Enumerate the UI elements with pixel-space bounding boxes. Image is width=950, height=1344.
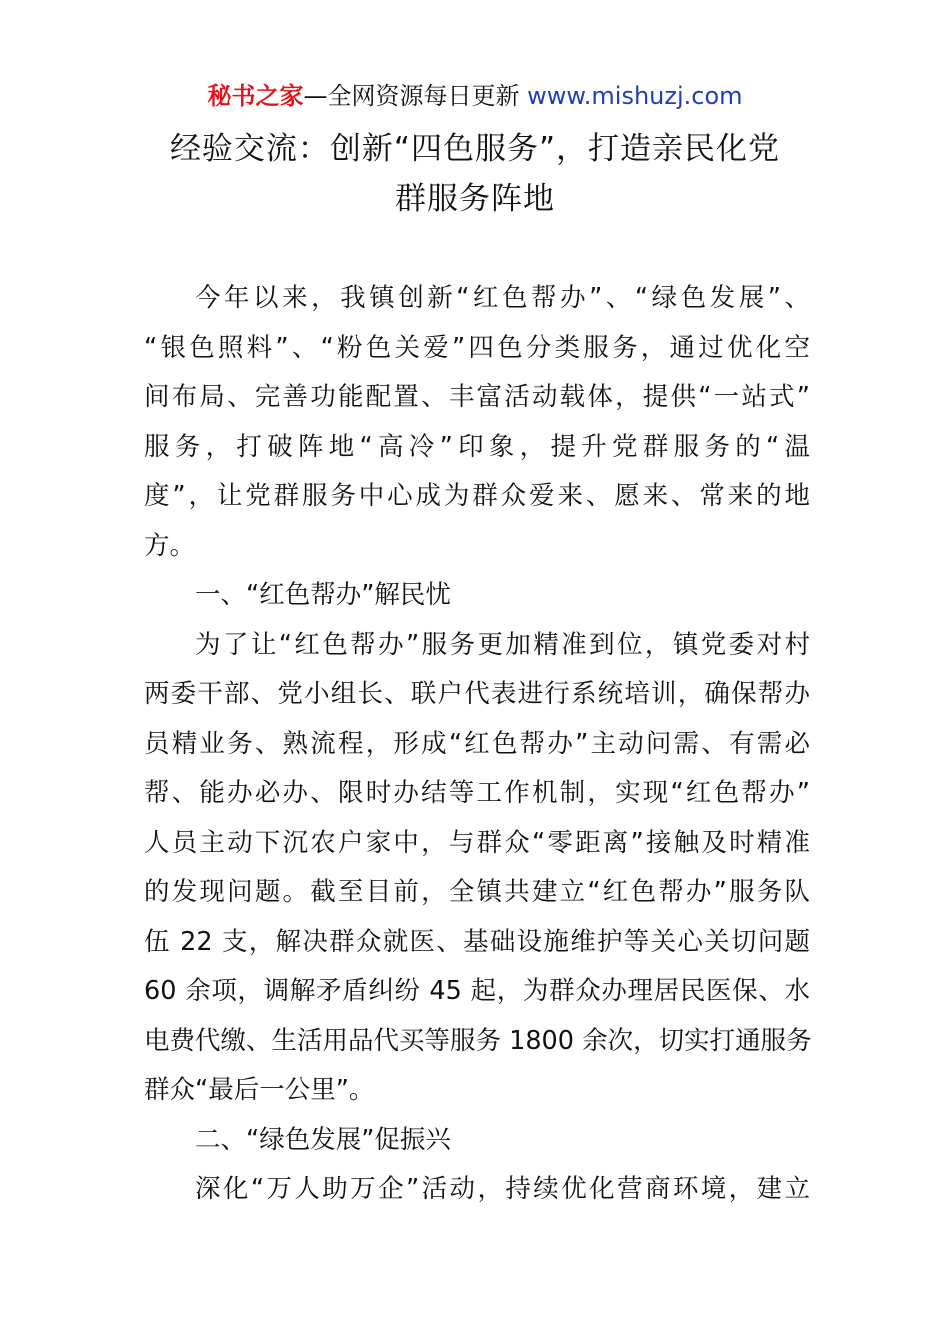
document-body bbox=[144, 274, 810, 1215]
section-1-line: 为了让“红色帮办”服务更加精准到位，镇党委对村 bbox=[195, 629, 810, 660]
title-line-1: 经验交流：创新“四色服务”，打造亲民化党 bbox=[169, 131, 781, 167]
site-tagline: —全网资源每日更新 bbox=[303, 82, 528, 110]
site-url-link[interactable]: www.mishuzj.com bbox=[527, 82, 743, 110]
section-1-line: 电费代缴、生活用品代买等服务 1800 余次，切实打通服务 bbox=[144, 1025, 812, 1056]
site-brand[interactable]: 秘书之家 bbox=[207, 82, 304, 110]
section-1-line: 伍 22 支，解决群众就医、基础设施维护等关心关切问题 bbox=[144, 926, 810, 957]
intro-line: 今年以来，我镇创新“红色帮办”、“绿色发展”、 bbox=[195, 283, 810, 313]
site-header bbox=[0, 78, 950, 114]
intro-line: 服务，打破阵地“高冷”印象，提升党群服务的“温 bbox=[144, 431, 810, 462]
intro-line: 方。 bbox=[144, 530, 196, 561]
intro-line: “银色照料”、“粉色关爱”四色分类服务，通过优化空 bbox=[144, 332, 810, 363]
intro-line: 度”，让党群服务中心成为群众爱来、愿来、常来的地 bbox=[144, 481, 810, 511]
section-1-line: 人员主动下沉农户家中，与群众“零距离”接触及时精准 bbox=[144, 827, 810, 858]
section-1-line: 员精业务、熟流程，形成“红色帮办”主动问需、有需必 bbox=[144, 728, 810, 759]
document-title bbox=[100, 124, 850, 224]
section-2-line: 深化“万人助万企”活动，持续优化营商环境，建立 bbox=[195, 1174, 810, 1204]
section-1-heading: 一、“红色帮办”解民忧 bbox=[195, 580, 451, 610]
section-2-heading: 二、“绿色发展”促振兴 bbox=[195, 1124, 451, 1155]
section-1-line: 群众“最后一公里”。 bbox=[144, 1075, 375, 1105]
intro-line: 间布局、完善功能配置、丰富活动载体，提供“一站式” bbox=[144, 382, 810, 412]
section-1-line: 的发现问题。截至目前，全镇共建立“红色帮办”服务队 bbox=[144, 877, 810, 907]
section-1-line: 60 余项，调解矛盾纠纷 45 起，为群众办理居民医保、水 bbox=[144, 976, 810, 1006]
section-1-line: 两委干部、党小组长、联户代表进行系统培训，确保帮办 bbox=[144, 679, 810, 709]
section-1-line: 帮、能办必办、限时办结等工作机制，实现“红色帮办” bbox=[144, 778, 810, 808]
title-line-2: 群服务阵地 bbox=[395, 181, 555, 217]
